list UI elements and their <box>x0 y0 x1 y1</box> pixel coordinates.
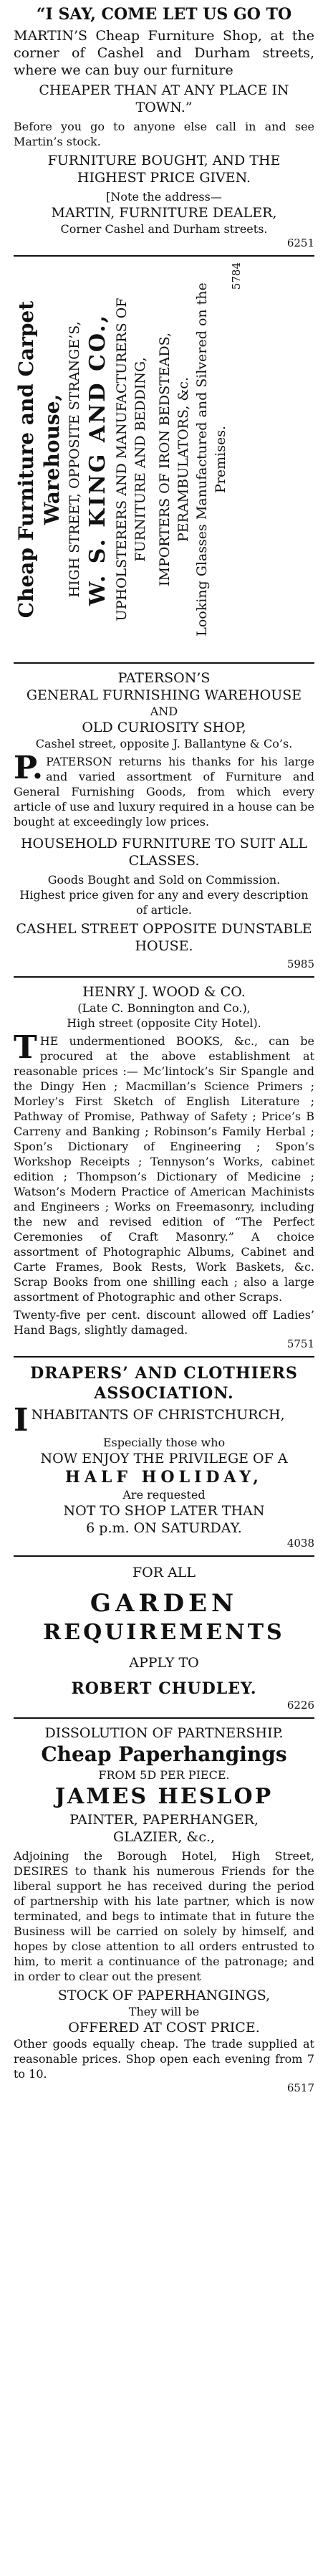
ad-discount: Twenty-five per cent. discount allowed off Ladies’ Hand Bags, slightly damaged. <box>14 1308 314 1337</box>
ad-apply: APPLY TO <box>129 1655 199 1671</box>
ad-time: 6 p.m. ON SATURDAY. <box>86 1520 242 1536</box>
ad-line2: GENERAL FURNISHING WAREHOUSE <box>26 687 302 703</box>
ad-late: (Late C. Bonnington and Co.), <box>77 1001 251 1015</box>
ad-firm: W. S. KING AND CO., <box>85 313 110 606</box>
ad-title: DRAPERS’ AND CLOTHIERS ASSOCIATION. <box>30 1364 298 1403</box>
drapers-ad <box>14 1363 314 1550</box>
ad-name: JAMES HESLOP <box>54 1784 274 1809</box>
ad-will-be: They will be <box>128 2005 200 2018</box>
ad-shop: NOT TO SHOP LATER THAN <box>63 1503 265 1519</box>
divider <box>14 1555 314 1557</box>
ad-address: HIGH STREET, OPPOSITE STRANGE’S, <box>67 321 82 598</box>
king-furniture-ad <box>14 262 314 657</box>
divider <box>14 662 314 664</box>
divider <box>14 976 314 978</box>
ad-number: 4038 <box>286 1537 314 1550</box>
ad-cashel: CASHEL STREET OPPOSITE DUNSTABLE HOUSE. <box>16 921 312 954</box>
ad-inhabitants-wrap <box>14 1402 314 1439</box>
ad-enjoy: NOW ENJOY THE PRIVILEGE OF A <box>40 1451 288 1466</box>
heslop-ad <box>14 1725 314 2094</box>
drop-cap: T <box>14 1029 37 1066</box>
ad-body-wrap <box>14 750 314 829</box>
ad-number: 6251 <box>286 237 314 249</box>
ad-trade: PAINTER, PAPERHANGER, <box>69 1812 259 1828</box>
ad-stock: STOCK OF PAPERHANGINGS, <box>57 1988 271 2003</box>
paterson-ad <box>14 669 314 970</box>
ad-firm: HENRY J. WOOD & CO. <box>82 984 246 1000</box>
ad-cheaper: CHEAPER THAN AT ANY PLACE IN TOWN.” <box>39 82 289 115</box>
ad-requested: Are requested <box>122 1488 206 1502</box>
ad-line4: OLD CURIOSITY SHOP, <box>82 720 246 735</box>
ad-name: ROBERT CHUDLEY. <box>71 1679 257 1698</box>
ad-line1: PATERSON’S <box>117 670 211 686</box>
ad-body-wrap <box>14 1029 314 1304</box>
ad-note: Before you go to anyone else call in and see Martin’s stock. <box>14 120 314 148</box>
divider <box>14 1356 314 1358</box>
garden-ad <box>14 1564 314 1712</box>
ad-title: Cheap Furniture and Carpet Warehouse, <box>14 300 64 619</box>
ad-glazier: GLAZIER, &c., <box>112 1829 216 1845</box>
divider <box>14 255 314 257</box>
ad-furniture-bought: FURNITURE BOUGHT, AND THE HIGHEST PRICE GIVEN. <box>47 153 281 186</box>
ad-from: FROM 5D PER PIECE. <box>98 1768 230 1782</box>
ad-inhabitants: NHABITANTS OF CHRISTCHURCH, <box>31 1407 285 1423</box>
ad-line3: AND <box>150 705 178 718</box>
ad-offered: OFFERED AT COST PRICE. <box>68 2020 260 2036</box>
divider <box>14 1717 314 1719</box>
ad-number: 6226 <box>286 1699 314 1712</box>
wood-books-ad <box>14 983 314 1350</box>
drop-cap: P. <box>14 750 44 786</box>
ad-body: HE undermentioned BOOKS, &c., can be procured at the above establishment at reasonable prices :— Mc’lintock’s Sir Spangle and the Dingy Hen ; Macmillan’s Science Primers ; Morley’s First Sketch of English Literature ; Pathway of Promise, Pathway of Safety ; Price’s B Carreny and Banking ; Robinson’s Family Herbal ; Spon’s Dictionary of Engineering ; Spon’s Workshop Receipts ; Tennyson’s Works, cabinet edition ; Thompson’s Dictionary of Medicine ; Watson’s Modern Practice of American Machinists and Engineers ; Works on Freemasonry, including the new and revised edition of “The Perfect Ceremonies of Craft Masonry.” A choice assortment of Photographic Albums, Cabinet and Carte Frames, Book Rests, Work Baskets, &c. Scrap Books from one shilling each ; also a large assortment of Photographic and other Scraps. <box>14 1034 314 1304</box>
ad-requirements: REQUIREMENTS <box>43 1620 285 1645</box>
ad-closing: Other goods equally cheap. The trade supplied at reasonable prices. Shop open each evening from 7 to 10. <box>14 2037 314 2081</box>
ad-for-all: FOR ALL <box>132 1565 196 1580</box>
ad-importers: IMPORTERS OF IRON BEDSTEADS, PERAMBULATORS, &c. <box>157 333 191 587</box>
rotated-text-block <box>14 262 314 657</box>
ad-body: Adjoining the Borough Hotel, High Street, DESIRES to thank his numerous Friends for the liberal support he has received during the period of partnership with his late partner, which is now terminated, and begs to intimate that in future the Business will be carried on solely by himself, and hopes by close attention to all orders entrusted to him, to merit a continuance of the patronage; and in order to clear out the present <box>14 1849 314 1983</box>
ad-corner: Corner Cashel and Durham streets. <box>60 222 268 236</box>
ad-especially: Especially those who <box>102 1436 226 1449</box>
ad-household: HOUSEHOLD FURNITURE TO SUIT ALL CLASSES. <box>20 836 308 869</box>
ad-address: High street (opposite City Hotel). <box>67 1016 261 1030</box>
ad-dissolution: DISSOLUTION OF PARTNERSHIP. <box>44 1725 284 1741</box>
ad-address-note: [Note the address— <box>106 190 222 204</box>
ad-half-holiday: HALF HOLIDAY, <box>65 1468 263 1487</box>
ad-title: Cheap Paperhangings <box>41 1742 287 1766</box>
ad-garden: GARDEN <box>90 1589 238 1618</box>
ad-glasses: Looking Glasses Manufactured and Silvered on the Premises. <box>194 282 228 636</box>
ad-goods: Goods Bought and Sold on Commission. <box>47 873 281 887</box>
ad-number: 5985 <box>286 958 314 970</box>
ad-number: 5784 <box>230 262 243 290</box>
ad-number: 5751 <box>286 1337 314 1350</box>
ad-body: PATERSON returns his thanks for his large and varied assortment of Furniture and General Furnishing Goods, from which every article of use and luxury required in a house can be bought at exceedingly low prices. <box>14 755 314 829</box>
ad-trade: UPHOLSTERERS AND MANUFACTURERS OF FURNITURE AND BEDDING, <box>114 297 148 621</box>
newspaper-column <box>14 0 314 2094</box>
ad-dealer: MARTIN, FURNITURE DEALER, <box>51 205 277 221</box>
martin-furniture-ad <box>14 4 314 249</box>
ad-number: 6517 <box>286 2081 314 2094</box>
ad-highest: Highest price given for any and every description of article. <box>19 888 309 917</box>
ad-line5: Cashel street, opposite J. Ballantyne & Co’s. <box>35 737 293 750</box>
drop-cap: I <box>14 1402 29 1439</box>
ad-body: MARTIN’S Cheap Furniture Shop, at the corner of Cashel and Durham streets, where we can buy our furniture <box>14 28 314 78</box>
ad-headline: “I SAY, COME LET US GO TO <box>36 5 292 24</box>
